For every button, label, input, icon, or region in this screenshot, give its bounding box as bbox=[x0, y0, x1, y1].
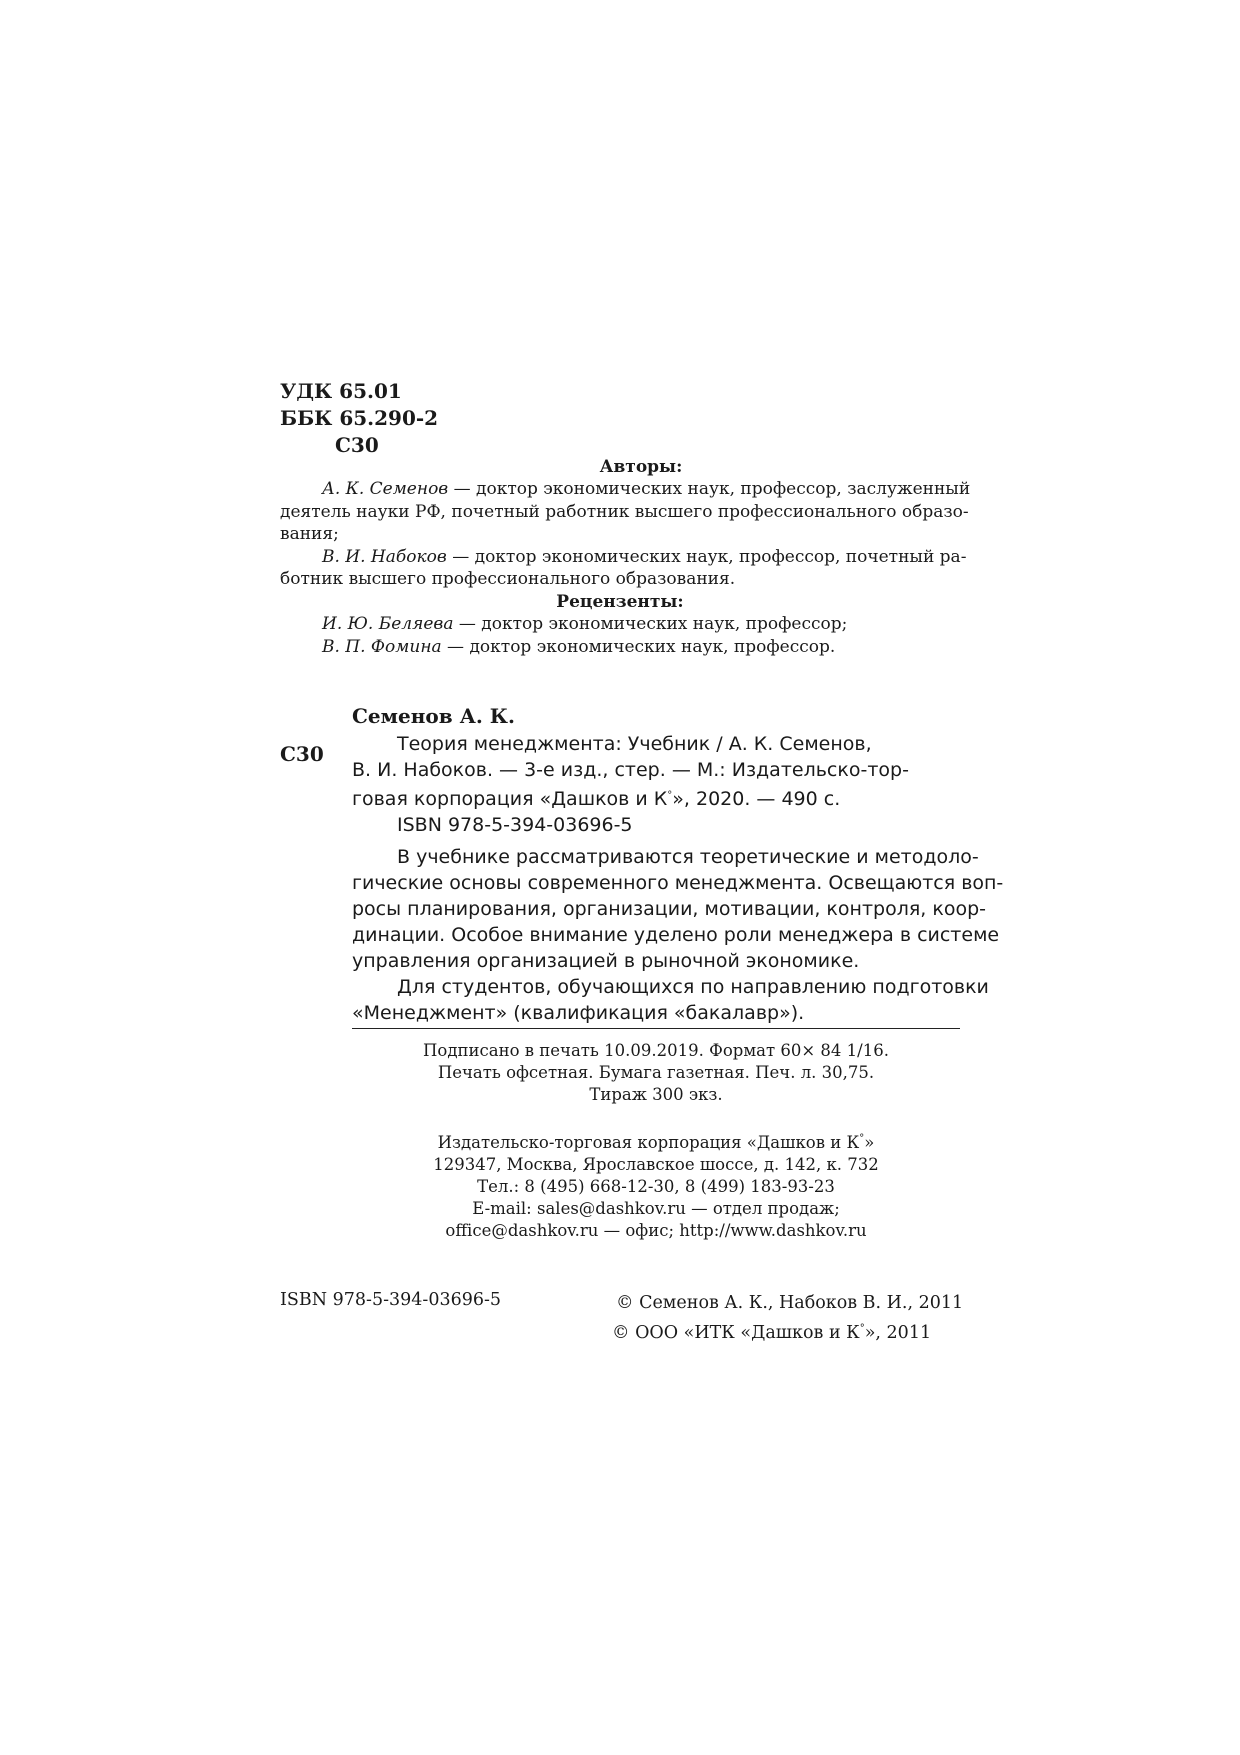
imprint-line: Подписано в печать 10.09.2019. Формат 60× 84 1/16. bbox=[423, 1041, 889, 1060]
audience-line: «Менеджмент» (квалификация «бакалавр»). bbox=[352, 1002, 805, 1024]
author-1-name: А. К. Семенов bbox=[322, 479, 449, 499]
author-2-name: В. И. Набоков bbox=[322, 546, 447, 567]
bib-line-1: Теория менеджмента: Учебник / А. К. Семенов, bbox=[397, 733, 872, 755]
imprint-block bbox=[352, 1040, 960, 1242]
degree-mark: ° bbox=[859, 1323, 865, 1334]
annotation-line: гические основы современного менеджмента. Освещаются воп- bbox=[352, 872, 1004, 894]
bib-isbn: ISBN 978-5-394-03696-5 bbox=[397, 814, 633, 836]
author-1-desc-cont: деятель науки РФ, почетный работник высшего профессионального образо- bbox=[280, 501, 969, 522]
copyright-line: © Семенов А. К., Набоков В. И., 2011 bbox=[616, 1293, 964, 1313]
imprint-line: Печать офсетная. Бумага газетная. Печ. л. 30,75. bbox=[437, 1063, 875, 1082]
author-2-desc-cont: ботник высшего профессионального образования. bbox=[280, 569, 736, 589]
degree-mark: ° bbox=[667, 790, 673, 801]
audience-line: Для студентов, обучающихся по направлению подготовки bbox=[397, 976, 989, 998]
reviewer-2-name: В. П. Фомина bbox=[322, 636, 442, 657]
author-1-desc-last: вания; bbox=[280, 524, 339, 544]
publisher-web: office@dashkov.ru — офис; http://www.dashkov.ru bbox=[445, 1221, 867, 1240]
authors-heading: Авторы: bbox=[599, 457, 683, 477]
bib-line-2: В. И. Набоков. — 3-е изд., стер. — М.: Издательско-тор- bbox=[352, 759, 909, 781]
copyright-line: © ООО «ИТК «Дашков и К°», 2011 bbox=[612, 1323, 932, 1343]
bib-author-heading: Семенов А. К. bbox=[352, 704, 515, 728]
publisher-address: 129347, Москва, Ярославское шоссе, д. 142, к. 732 bbox=[433, 1155, 879, 1174]
bbk-code: ББК 65.290-2 bbox=[280, 406, 439, 430]
publisher-name: Издательско-торговая корпорация «Дашков и К°» bbox=[437, 1133, 875, 1152]
annotation-line: росы планирования, организации, мотивации, контроля, коор- bbox=[352, 898, 986, 920]
udk-code: УДК 65.01 bbox=[280, 379, 402, 403]
degree-mark: ° bbox=[859, 1133, 865, 1144]
footer-isbn: ISBN 978-5-394-03696-5 bbox=[280, 1290, 502, 1310]
classification-codes bbox=[280, 378, 438, 432]
bib-line-3 bbox=[352, 783, 960, 812]
reviewer-1-desc: — доктор экономических наук, профессор; bbox=[453, 614, 848, 634]
imprint-line: Тираж 300 экз. bbox=[589, 1085, 723, 1104]
reviewers-heading: Рецензенты: bbox=[556, 591, 684, 612]
bib-side-code: С30 bbox=[280, 742, 324, 766]
bib-description bbox=[352, 731, 1004, 1026]
reviewer-2-desc: — доктор экономических наук, профессор. bbox=[441, 636, 836, 657]
author-2-desc: — доктор экономических наук, профессор, почетный ра- bbox=[446, 546, 967, 567]
author-1-desc: — доктор экономических наук, профессор, заслуженный bbox=[448, 479, 971, 499]
bib-line-3-b: », 2020. — 490 с. bbox=[672, 788, 841, 810]
publisher-phones: Тел.: 8 (495) 668-12-30, 8 (499) 183-93-23 bbox=[477, 1177, 835, 1196]
annotation-line: управления организацией в рыночной экономике. bbox=[352, 950, 860, 972]
author-mark-code: С30 bbox=[335, 433, 379, 457]
divider bbox=[352, 1028, 960, 1029]
bib-line-3-a: говая корпорация «Дашков и К bbox=[352, 788, 668, 810]
publisher-email: E-mail: sales@dashkov.ru — отдел продаж; bbox=[472, 1199, 840, 1218]
author-lines bbox=[280, 478, 971, 658]
annotation-line: В учебнике рассматриваются теоретические и методоло- bbox=[397, 846, 979, 868]
reviewer-1-name: И. Ю. Беляева bbox=[322, 614, 454, 634]
copyright-block bbox=[612, 1290, 963, 1346]
annotation-line: динации. Особое внимание уделено роли менеджера в системе bbox=[352, 924, 1000, 946]
